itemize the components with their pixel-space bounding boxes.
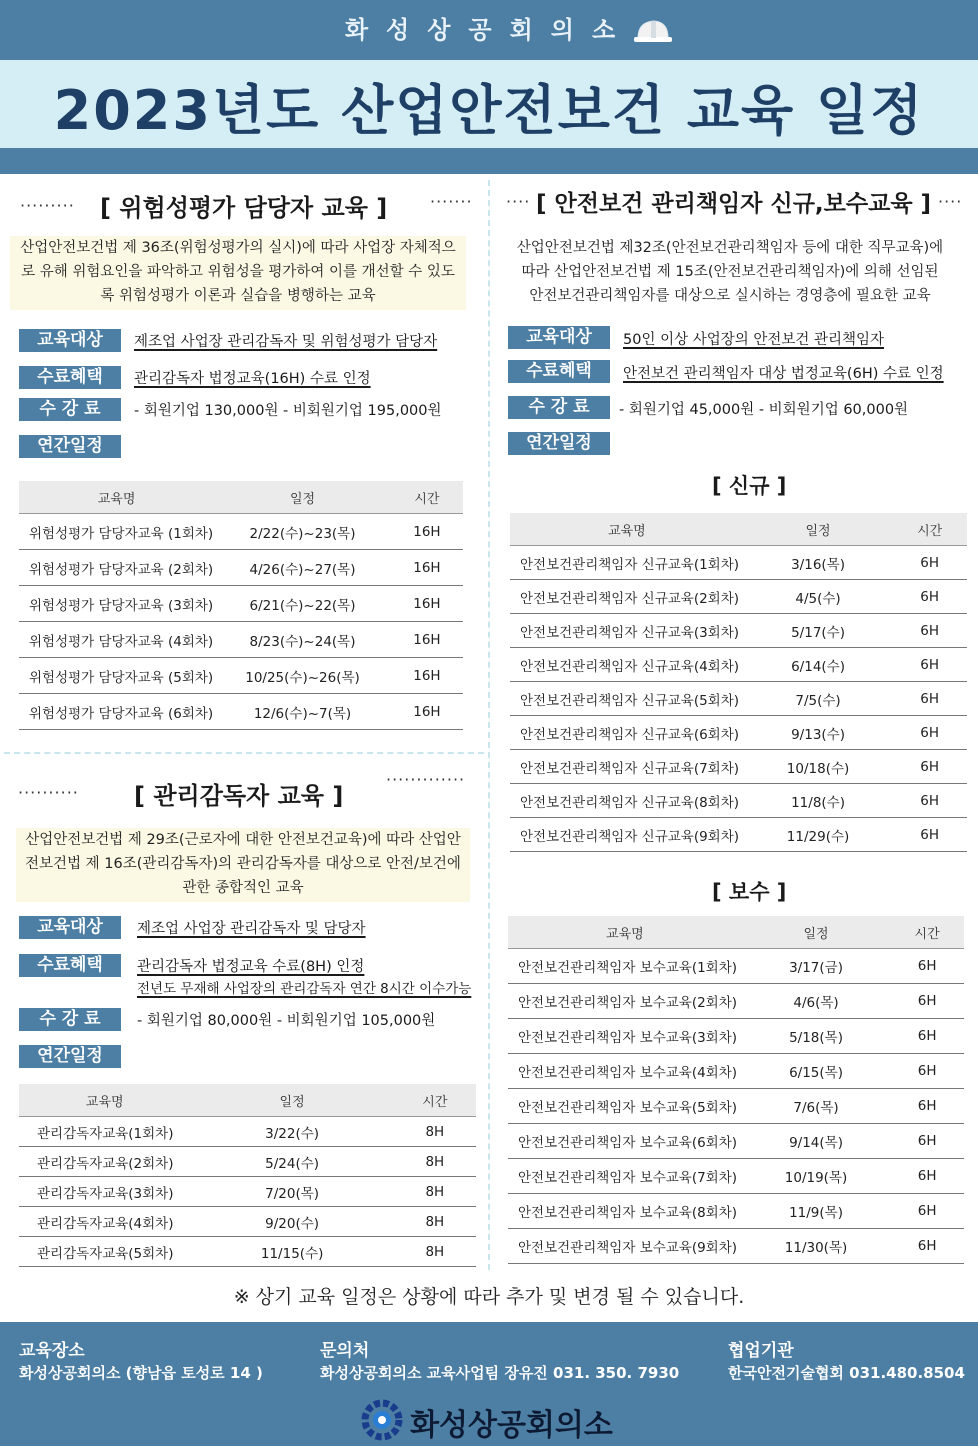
cell-hours: 6H — [890, 1229, 964, 1264]
cell-name: 안전보건관리책임자 신규교육(5회차) — [510, 682, 744, 716]
cell-name: 안전보건관리책임자 보수교육(4회차) — [508, 1054, 742, 1089]
table-row — [508, 1124, 964, 1159]
cell-name: 관리감독자교육(1회차) — [19, 1117, 191, 1147]
col-header: 시간 — [892, 513, 967, 546]
table-header-row — [19, 481, 463, 514]
cell-date: 11/8(수) — [744, 784, 892, 818]
table-header-row — [19, 1084, 476, 1117]
cell-hours: 16H — [391, 514, 463, 550]
title-dots: ············· — [386, 770, 466, 789]
title-dots: ···· — [938, 192, 963, 211]
cell-hours: 16H — [391, 694, 463, 730]
cell-hours: 8H — [394, 1147, 476, 1177]
chamber-logo-icon — [360, 1398, 404, 1442]
table-row — [19, 1207, 476, 1237]
table-row — [510, 546, 967, 580]
target-tag: 교육대상 — [19, 329, 121, 352]
table-row — [510, 716, 967, 750]
col-header: 일정 — [744, 513, 892, 546]
benefit-value: 관리감독자 법정교육(16H) 수료 인정 — [134, 371, 371, 387]
table-header-row — [510, 513, 967, 546]
cell-name: 관리감독자교육(3회차) — [19, 1177, 191, 1207]
fee-tag: 수 강 료 — [19, 398, 121, 421]
safety-helmet-icon — [632, 16, 672, 46]
title-dots: ···· — [506, 192, 531, 211]
cell-name: 안전보건관리책임자 보수교육(8회차) — [508, 1194, 742, 1229]
target-value: 제조업 사업장 관리감독자 및 위험성평가 담당자 — [134, 334, 438, 350]
section-divider — [4, 752, 484, 754]
manager-section-title: [ 안전보건 관리책임자 신규,보수교육 ] — [536, 191, 932, 217]
cell-date: 5/24(수) — [191, 1147, 394, 1177]
contact-label: 문의처 — [320, 1341, 370, 1361]
supervisor-schedule-table — [19, 1084, 476, 1267]
table-row — [19, 1117, 476, 1147]
cell-hours: 6H — [892, 784, 967, 818]
table-row — [19, 622, 463, 658]
table-row — [19, 1147, 476, 1177]
cell-hours: 6H — [890, 1089, 964, 1124]
risk-schedule-table — [19, 481, 463, 730]
cell-hours: 6H — [890, 1124, 964, 1159]
table-row — [19, 694, 463, 730]
cell-date: 7/20(목) — [191, 1177, 394, 1207]
desc-line: 전보건법 제 16조(관리감독자)의 관리감독자를 대상으로 안전/보건에 — [25, 856, 461, 872]
manager-description — [504, 236, 956, 310]
desc-line: 로 유해 위험요인을 파악하고 위험성을 평가하여 이를 개선할 수 있도 — [21, 264, 455, 280]
cell-name: 안전보건관리책임자 신규교육(7회차) — [510, 750, 744, 784]
cell-hours: 6H — [890, 1194, 964, 1229]
cell-name: 안전보건관리책임자 보수교육(7회차) — [508, 1159, 742, 1194]
col-header: 교육명 — [508, 916, 742, 949]
table-row — [508, 1229, 964, 1264]
table-row — [510, 784, 967, 818]
header-org-name: 화성상공회의소 — [344, 16, 634, 44]
supervisor-description — [16, 828, 470, 902]
risk-description — [10, 236, 466, 310]
cell-date: 6/15(목) — [742, 1054, 890, 1089]
cell-hours: 8H — [394, 1207, 476, 1237]
table-row — [508, 984, 964, 1019]
footer-logo-text: 화성상공회의소 — [410, 1408, 613, 1443]
cell-name: 안전보건관리책임자 신규교육(4회차) — [510, 648, 744, 682]
cell-date: 10/25(수)~26(목) — [214, 658, 391, 694]
benefit-tag: 수료혜택 — [508, 360, 610, 383]
cell-hours: 6H — [892, 716, 967, 750]
page-title: 2023년도 산업안전보건 교육 일정 — [53, 79, 925, 142]
cell-date: 4/5(수) — [744, 580, 892, 614]
refresh-course-title: [ 보수 ] — [712, 880, 787, 904]
cell-hours: 8H — [394, 1177, 476, 1207]
desc-line: 산업안전보건법 제 29조(근로자에 대한 안전보건교육)에 따라 산업안 — [25, 832, 461, 848]
cell-date: 7/5(수) — [744, 682, 892, 716]
col-header: 일정 — [214, 481, 391, 514]
table-row — [508, 1054, 964, 1089]
cell-date: 11/29(수) — [744, 818, 892, 852]
table-row — [19, 550, 463, 586]
target-value: 50인 이상 사업장의 안전보건 관리책임자 — [623, 332, 884, 348]
col-header: 교육명 — [19, 481, 214, 514]
cell-hours: 8H — [394, 1237, 476, 1267]
cell-name: 위험성평가 담당자교육 (1회차) — [19, 514, 214, 550]
table-header-row — [508, 916, 964, 949]
cell-name: 위험성평가 담당자교육 (4회차) — [19, 622, 214, 658]
cell-name: 안전보건관리책임자 신규교육(6회차) — [510, 716, 744, 750]
cell-date: 8/23(수)~24(목) — [214, 622, 391, 658]
cell-name: 안전보건관리책임자 신규교육(1회차) — [510, 546, 744, 580]
cell-name: 관리감독자교육(5회차) — [19, 1237, 191, 1267]
table-row — [510, 614, 967, 648]
partner-value: 한국안전기술협회 031.480.8504 — [728, 1364, 965, 1382]
schedule-notice: ※ 상기 교육 일정은 상황에 따라 추가 및 변경 될 수 있습니다. — [233, 1286, 745, 1308]
partner-label: 협업기관 — [728, 1341, 794, 1361]
supervisor-section-title: [ 관리감독자 교육 ] — [134, 782, 344, 810]
benefit-value: 관리감독자 법정교육 수료(8H) 인정 — [137, 959, 365, 975]
cell-name: 관리감독자교육(2회차) — [19, 1147, 191, 1177]
cell-hours: 6H — [890, 1019, 964, 1054]
refresh-schedule-table — [508, 916, 964, 1264]
benefit-tag: 수료혜택 — [19, 366, 121, 389]
cell-date: 6/21(수)~22(목) — [214, 586, 391, 622]
desc-line: 관한 종합적인 교육 — [182, 880, 304, 896]
cell-date: 2/22(수)~23(목) — [214, 514, 391, 550]
fee-value: - 회원기업 130,000원 - 비회원기업 195,000원 — [134, 403, 442, 419]
desc-line: 산업안전보건법 제 36조(위험성평가의 실시)에 따라 사업장 자체적으 — [20, 240, 456, 256]
benefit-value: 안전보건 관리책임자 대상 법정교육(6H) 수료 인정 — [623, 366, 944, 382]
cell-hours: 6H — [892, 750, 967, 784]
title-dots: ·········· — [18, 783, 79, 802]
risk-section-title: [ 위험성평가 담당자 교육 ] — [100, 194, 388, 222]
cell-name: 안전보건관리책임자 보수교육(5회차) — [508, 1089, 742, 1124]
cell-date: 11/15(수) — [191, 1237, 394, 1267]
cell-date: 3/17(금) — [742, 949, 890, 984]
cell-name: 안전보건관리책임자 보수교육(6회차) — [508, 1124, 742, 1159]
cell-date: 12/6(수)~7(목) — [214, 694, 391, 730]
table-row — [510, 682, 967, 716]
cell-date: 10/18(수) — [744, 750, 892, 784]
table-row — [508, 1194, 964, 1229]
table-row — [508, 1159, 964, 1194]
cell-hours: 6H — [892, 818, 967, 852]
benefit-note: 전년도 무재해 사업장의 관리감독자 연간 8시간 이수가능 — [137, 981, 472, 997]
cell-date: 9/20(수) — [191, 1207, 394, 1237]
table-row — [19, 1237, 476, 1267]
cell-hours: 6H — [892, 580, 967, 614]
cell-date: 6/14(수) — [744, 648, 892, 682]
fee-tag: 수 강 료 — [508, 396, 610, 419]
table-row — [19, 1177, 476, 1207]
col-header: 시간 — [890, 916, 964, 949]
cell-hours: 6H — [892, 648, 967, 682]
cell-name: 관리감독자교육(4회차) — [19, 1207, 191, 1237]
fee-tag: 수 강 료 — [19, 1008, 121, 1031]
cell-date: 3/22(수) — [191, 1117, 394, 1147]
sub-banner — [0, 148, 978, 174]
cell-name: 안전보건관리책임자 신규교육(2회차) — [510, 580, 744, 614]
cell-name: 안전보건관리책임자 신규교육(3회차) — [510, 614, 744, 648]
cell-hours: 6H — [890, 949, 964, 984]
place-value: 화성상공회의소 (향남읍 토성로 14 ) — [19, 1364, 263, 1382]
col-header: 시간 — [394, 1084, 476, 1117]
schedule-tag: 연간일정 — [19, 435, 121, 458]
cell-date: 9/14(목) — [742, 1124, 890, 1159]
cell-date: 11/9(목) — [742, 1194, 890, 1229]
cell-name: 안전보건관리책임자 보수교육(1회차) — [508, 949, 742, 984]
cell-name: 위험성평가 담당자교육 (6회차) — [19, 694, 214, 730]
title-dots: ········· — [20, 196, 75, 215]
place-label: 교육장소 — [19, 1341, 85, 1361]
target-tag: 교육대상 — [19, 916, 121, 939]
cell-name: 안전보건관리책임자 보수교육(3회차) — [508, 1019, 742, 1054]
table-row — [508, 1019, 964, 1054]
table-row — [508, 949, 964, 984]
contact-value: 화성상공회의소 교육사업팀 장유진 031. 350. 7930 — [320, 1364, 680, 1382]
schedule-tag: 연간일정 — [508, 432, 610, 455]
cell-name: 안전보건관리책임자 신규교육(8회차) — [510, 784, 744, 818]
cell-hours: 6H — [890, 1159, 964, 1194]
fee-value: - 회원기업 45,000원 - 비회원기업 60,000원 — [619, 402, 909, 418]
desc-line: 산업안전보건법 제32조(안전보건관리책임자 등에 대한 직무교육)에 — [516, 240, 944, 256]
cell-hours: 6H — [890, 1054, 964, 1089]
cell-date: 11/30(목) — [742, 1229, 890, 1264]
col-header: 일정 — [191, 1084, 394, 1117]
cell-hours: 16H — [391, 550, 463, 586]
cell-date: 5/17(수) — [744, 614, 892, 648]
col-header: 일정 — [742, 916, 890, 949]
col-header: 시간 — [391, 481, 463, 514]
title-dots: ······· — [430, 192, 473, 211]
new-schedule-table — [510, 513, 967, 852]
cell-date: 4/26(수)~27(목) — [214, 550, 391, 586]
table-row — [19, 586, 463, 622]
cell-date: 5/18(목) — [742, 1019, 890, 1054]
cell-date: 9/13(수) — [744, 716, 892, 750]
cell-hours: 6H — [892, 546, 967, 580]
desc-line: 안전보건관리책임자를 대상으로 실시하는 경영층에 필요한 교육 — [529, 288, 931, 304]
cell-name: 위험성평가 담당자교육 (5회차) — [19, 658, 214, 694]
desc-line: 따라 산업안전보건법 제 15조(안전보건관리책임자)에 의해 선임된 — [521, 264, 939, 280]
col-header: 교육명 — [510, 513, 744, 546]
target-tag: 교육대상 — [508, 326, 610, 349]
cell-hours: 6H — [890, 984, 964, 1019]
cell-name: 안전보건관리책임자 보수교육(2회차) — [508, 984, 742, 1019]
cell-hours: 16H — [391, 658, 463, 694]
cell-date: 7/6(목) — [742, 1089, 890, 1124]
table-row — [510, 818, 967, 852]
new-course-title: [ 신규 ] — [712, 474, 787, 498]
target-value: 제조업 사업장 관리감독자 및 담당자 — [137, 921, 366, 937]
cell-hours: 8H — [394, 1117, 476, 1147]
cell-hours: 6H — [892, 682, 967, 716]
table-row — [508, 1089, 964, 1124]
cell-name: 위험성평가 담당자교육 (3회차) — [19, 586, 214, 622]
benefit-tag: 수료혜택 — [19, 954, 121, 977]
desc-line: 록 위험성평가 이론과 실습을 병행하는 교육 — [100, 288, 376, 304]
cell-name: 위험성평가 담당자교육 (2회차) — [19, 550, 214, 586]
table-row — [510, 648, 967, 682]
cell-hours: 6H — [892, 614, 967, 648]
table-row — [510, 750, 967, 784]
table-row — [19, 658, 463, 694]
cell-date: 10/19(목) — [742, 1159, 890, 1194]
schedule-tag: 연간일정 — [19, 1045, 121, 1068]
col-header: 교육명 — [19, 1084, 191, 1117]
fee-value: - 회원기업 80,000원 - 비회원기업 105,000원 — [137, 1013, 436, 1029]
cell-hours: 16H — [391, 586, 463, 622]
cell-hours: 16H — [391, 622, 463, 658]
column-divider — [488, 180, 490, 1270]
cell-name: 안전보건관리책임자 신규교육(9회차) — [510, 818, 744, 852]
cell-date: 3/16(목) — [744, 546, 892, 580]
table-row — [19, 514, 463, 550]
table-row — [510, 580, 967, 614]
cell-name: 안전보건관리책임자 보수교육(9회차) — [508, 1229, 742, 1264]
cell-date: 4/6(목) — [742, 984, 890, 1019]
